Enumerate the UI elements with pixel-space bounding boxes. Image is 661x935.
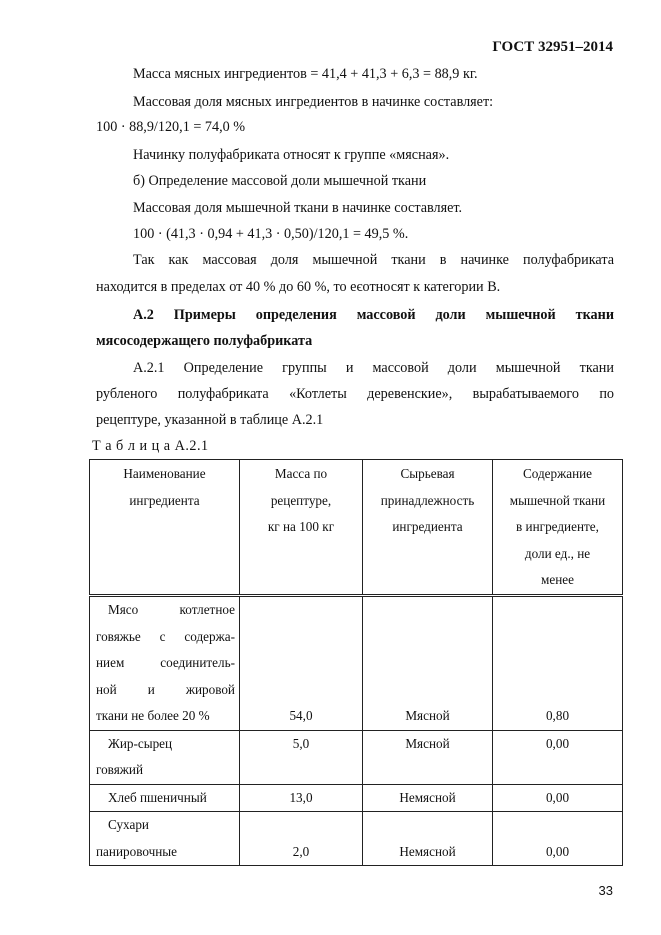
body-line: Массовая доля мясных ингредиентов в начинке составляет: (133, 94, 494, 110)
section-paragraph: А.2.1 Определение группы и массовой доли мышечной ткани (133, 360, 614, 376)
table-row (90, 812, 623, 866)
body-line: находится в пределах от 40 % до 60 %, то еєотносят к категории В. (96, 279, 501, 295)
ingredient-name: Хлеб пшеничный (90, 784, 240, 812)
body-line: 100 · (41,3 · 0,94 + 41,3 · 0,50)/120,1 = 49,5 %. (133, 226, 409, 242)
table-row (90, 596, 623, 731)
table-row (90, 730, 623, 784)
page-number: 33 (598, 883, 613, 898)
body-line: б) Определение массовой доли мышечной ткани (133, 173, 427, 189)
ingredient-content: 0,00 (493, 730, 623, 784)
section-paragraph: рубленого полуфабриката «Котлеты деревенские», вырабатываемого по (96, 386, 614, 402)
ingredient-content: 0,00 (493, 784, 623, 812)
ingredient-content: 0,80 (493, 596, 623, 731)
ingredient-name: Сухари панировочные (90, 812, 240, 866)
header-type: Сырьевая принадлежность ингредиента (363, 460, 493, 596)
table-row (90, 784, 623, 812)
ingredient-type: Немясной (363, 812, 493, 866)
section-paragraph: рецептуре, указанной в таблице А.2.1 (96, 412, 324, 428)
ingredient-type: Немясной (363, 784, 493, 812)
ingredient-mass: 2,0 (240, 812, 363, 866)
section-title-cont: мясосодержащего полуфабриката (96, 333, 313, 349)
ingredient-mass: 13,0 (240, 784, 363, 812)
ingredient-name: Мясо котлетное говяжье с содержа- нием соединитель- ной и жировой ткани не более 20 % (90, 596, 240, 731)
ingredient-name: Жир-сырец говяжий (90, 730, 240, 784)
table-caption: Т а б л и ц а А.2.1 (92, 438, 209, 454)
table-header-row (90, 460, 623, 596)
body-line: 100 · 88,9/120,1 = 74,0 % (96, 119, 246, 135)
header-ingredient: Наименование ингредиента (90, 460, 240, 596)
ingredient-mass: 5,0 (240, 730, 363, 784)
standard-header: ГОСТ 32951–2014 (492, 39, 613, 55)
body-line: Начинку полуфабриката относят к группе «мясная». (133, 147, 450, 163)
ingredient-mass: 54,0 (240, 596, 363, 731)
ingredients-table (89, 459, 623, 866)
header-mass: Масса по рецептуре, кг на 100 кг (240, 460, 363, 596)
body-line: Массовая доля мышечной ткани в начинке составляет. (133, 200, 463, 216)
ingredient-type: Мясной (363, 596, 493, 731)
body-line: Масса мясных ингредиентов = 41,4 + 41,3 + 6,3 = 88,9 кг. (133, 66, 478, 82)
body-line: Так как массовая доля мышечной ткани в начинке полуфабриката (133, 252, 614, 268)
ingredient-type: Мясной (363, 730, 493, 784)
ingredient-content: 0,00 (493, 812, 623, 866)
section-title: А.2 Примеры определения массовой доли мышечной ткани (133, 307, 614, 323)
header-content: Содержание мышечной ткани в ингредиенте, доли ед., не менее (493, 460, 623, 596)
